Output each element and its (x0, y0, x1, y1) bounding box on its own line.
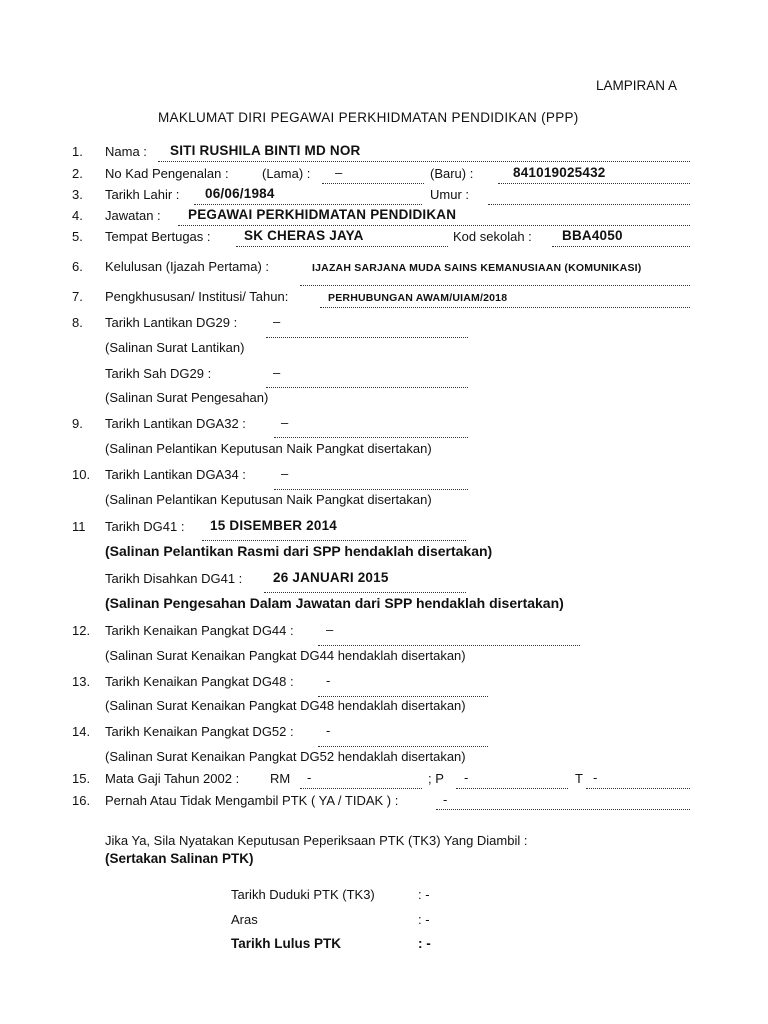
sah41-label: Tarikh Disahkan DG41 : (105, 571, 243, 586)
item-number: 12. (72, 623, 91, 638)
jawatan-line (178, 225, 690, 226)
appendix-label: LAMPIRAN A (596, 78, 678, 93)
dg29-label: Tarikh Lantikan DG29 : (105, 315, 238, 330)
ptk-line (436, 809, 690, 810)
dga34-label: Tarikh Lantikan DGA34 : (105, 467, 246, 482)
sah41-note: (Salinan Pengesahan Dalam Jawatan dari SPP hendaklah disertakan) (105, 595, 564, 611)
lahir-line (194, 204, 422, 205)
item-number: 3. (72, 187, 83, 202)
kod-line (552, 246, 690, 247)
item-number: 10. (72, 467, 91, 482)
dg44-label: Tarikh Kenaikan Pangkat DG44 : (105, 623, 294, 638)
ic-baru-label: (Baru) : (430, 166, 474, 181)
sah29-value: – (273, 365, 281, 380)
kelulusan-value: IJAZAH SARJANA MUDA SAINS KEMANUSIAAN (KOMUNIKASI) (312, 262, 642, 274)
jawatan-value: PEGAWAI PERKHIDMATAN PENDIDIKAN (188, 207, 457, 222)
lahir-label: Tarikh Lahir : (105, 187, 180, 202)
item-number: 6. (72, 259, 83, 274)
ic-lama-label: (Lama) : (262, 166, 311, 181)
pengkhususan-value: PERHUBUNGAN AWAM/UIAM/2018 (328, 292, 508, 304)
ic-lama-value: – (335, 165, 343, 180)
ptk-lulus-label: Tarikh Lulus PTK (231, 936, 342, 951)
dg44-line (318, 645, 580, 646)
ptk-duduki-label: Tarikh Duduki PTK (TK3) (231, 887, 375, 902)
item-number: 15. (72, 771, 91, 786)
dg41-value: 15 DISEMBER 2014 (210, 518, 338, 533)
dg52-label: Tarikh Kenaikan Pangkat DG52 : (105, 724, 294, 739)
gaji-p-line (456, 788, 568, 789)
item-number: 7. (72, 289, 83, 304)
tempat-line (236, 246, 448, 247)
ptk-value: - (443, 792, 448, 807)
gaji-p-value: - (464, 770, 469, 785)
gaji-p-label: ; P (428, 771, 444, 786)
dg29-value: – (273, 314, 281, 329)
item-number: 5. (72, 229, 83, 244)
jawatan-label: Jawatan : (105, 208, 161, 223)
gaji-label: Mata Gaji Tahun 2002 : (105, 771, 240, 786)
dg48-value: - (326, 673, 331, 688)
dg41-note: (Salinan Pelantikan Rasmi dari SPP hendaklah disertakan) (105, 543, 493, 559)
sah29-label: Tarikh Sah DG29 : (105, 366, 212, 381)
sah41-value: 26 JANUARI 2015 (273, 570, 389, 585)
sah29-note: (Salinan Surat Pengesahan) (105, 390, 269, 405)
ptk-aras-label: Aras (231, 912, 258, 927)
item-number: 13. (72, 674, 91, 689)
pengkhususan-line (320, 307, 690, 308)
dga32-line (274, 437, 468, 438)
kod-label: Kod sekolah : (453, 229, 532, 244)
dg29-line (266, 337, 468, 338)
item-number: 11 (72, 519, 86, 534)
gaji-t-value: - (593, 770, 598, 785)
item-number: 16. (72, 793, 91, 808)
umur-label: Umur : (430, 187, 469, 202)
dg44-value: – (326, 622, 334, 637)
item-number: 1. (72, 144, 83, 159)
item-number: 14. (72, 724, 91, 739)
item-number: 8. (72, 315, 83, 330)
nama-value: SITI RUSHILA BINTI MD NOR (170, 143, 361, 158)
gaji-rm-label: RM (270, 771, 291, 786)
dg48-line (318, 696, 488, 697)
dg52-note: (Salinan Surat Kenaikan Pangkat DG52 hendaklah disertakan) (105, 749, 466, 764)
ptk-attach-note: (Sertakan Salinan PTK) (105, 851, 254, 866)
nama-label: Nama : (105, 144, 147, 159)
dga32-note: (Salinan Pelantikan Keputusan Naik Pangkat disertakan) (105, 441, 432, 456)
dg41-label: Tarikh DG41 : (105, 519, 185, 534)
dg52-value: - (326, 723, 331, 738)
umur-line (488, 204, 690, 205)
tempat-value: SK CHERAS JAYA (244, 228, 364, 243)
ptk-duduki-value: : - (418, 887, 430, 902)
form-title: MAKLUMAT DIRI PEGAWAI PERKHIDMATAN PENDIDIKAN (PPP) (158, 110, 579, 125)
dg48-note: (Salinan Surat Kenaikan Pangkat DG48 hendaklah disertakan) (105, 698, 466, 713)
kelulusan-label: Kelulusan (Ijazah Pertama) : (105, 259, 270, 274)
ptk-aras-value: : - (418, 912, 430, 927)
nama-line (158, 161, 690, 162)
dga34-line (274, 489, 468, 490)
dga32-label: Tarikh Lantikan DGA32 : (105, 416, 246, 431)
gaji-t-label: T (575, 771, 583, 786)
ic-baru-line (498, 183, 690, 184)
sah41-line (264, 592, 466, 593)
dga32-value: – (281, 415, 289, 430)
ic-label: No Kad Pengenalan : (105, 166, 229, 181)
ic-baru-value: 841019025432 (513, 165, 606, 180)
dg41-line (202, 540, 466, 541)
gaji-rm-line (300, 788, 422, 789)
pengkhususan-label: Pengkhususan/ Institusi/ Tahun: (105, 289, 289, 304)
item-number: 9. (72, 416, 83, 431)
item-number: 2. (72, 166, 83, 181)
tempat-label: Tempat Bertugas : (105, 229, 211, 244)
kelulusan-line (300, 285, 690, 286)
kod-value: BBA4050 (562, 228, 623, 243)
dga34-value: – (281, 466, 289, 481)
ptk-label: Pernah Atau Tidak Mengambil PTK ( YA / TIDAK ) : (105, 793, 399, 808)
ptk-lulus-value: : - (418, 936, 431, 951)
lahir-value: 06/06/1984 (205, 186, 275, 201)
dga34-note: (Salinan Pelantikan Keputusan Naik Pangkat disertakan) (105, 492, 432, 507)
dg48-label: Tarikh Kenaikan Pangkat DG48 : (105, 674, 294, 689)
item-number: 4. (72, 208, 83, 223)
sah29-line (266, 387, 468, 388)
dg52-line (318, 746, 488, 747)
ic-lama-line (322, 183, 424, 184)
gaji-t-line (586, 788, 690, 789)
ptk-intro: Jika Ya, Sila Nyatakan Keputusan Peperiksaan PTK (TK3) Yang Diambil : (105, 833, 528, 848)
dg44-note: (Salinan Surat Kenaikan Pangkat DG44 hendaklah disertakan) (105, 648, 466, 663)
gaji-rm-value: - (307, 770, 312, 785)
dg29-note: (Salinan Surat Lantikan) (105, 340, 245, 355)
